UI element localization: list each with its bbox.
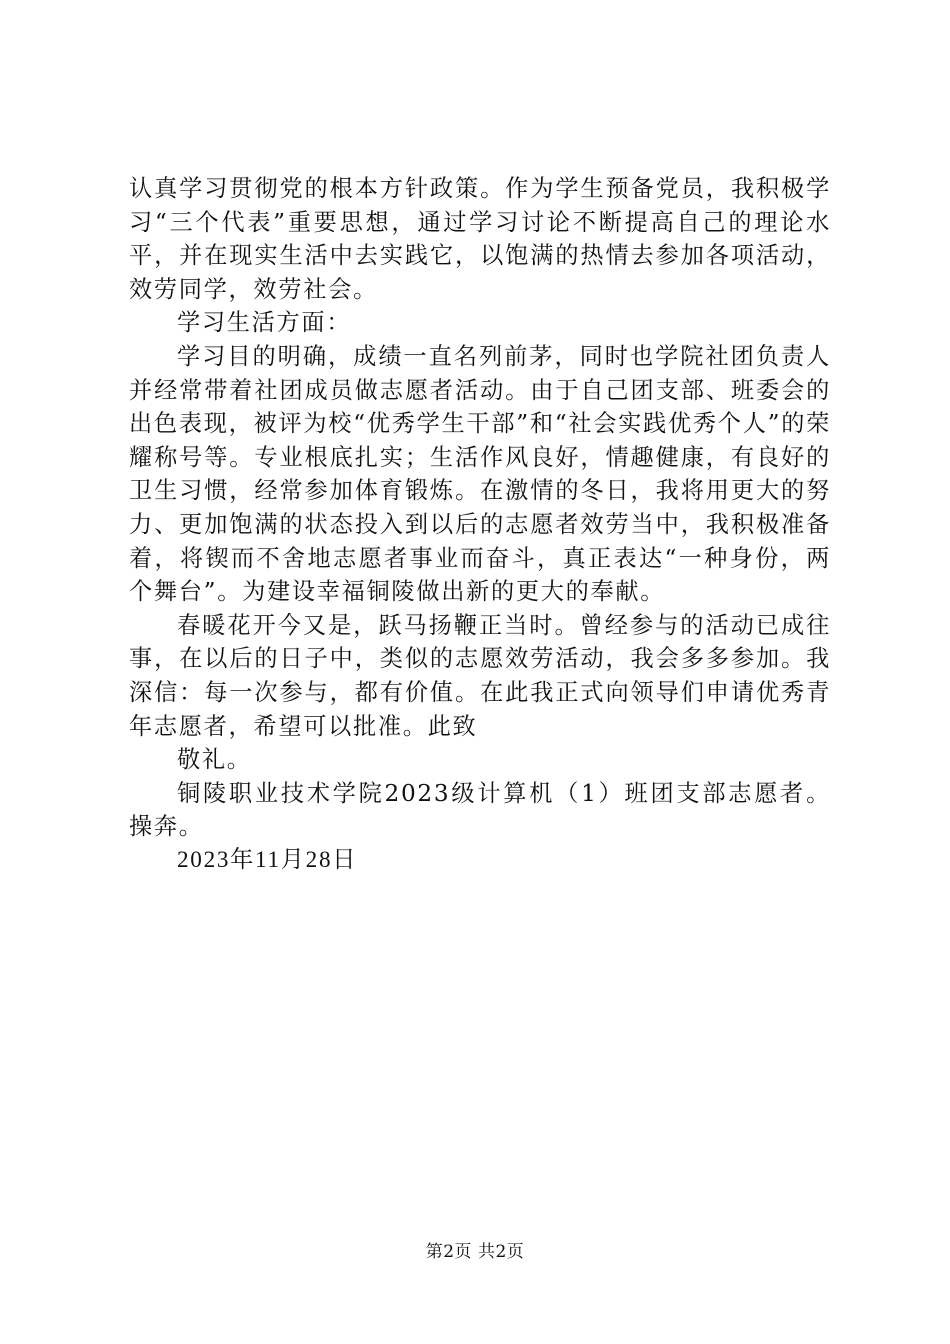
closing-salutation: 敬礼。 — [177, 746, 252, 774]
heading-study-life: 学习生活方面： — [177, 309, 352, 337]
document-body — [129, 172, 831, 877]
date-line: 2023年11月28日 — [177, 846, 358, 873]
signature-line: 铜陵职业技术学院2023级计算机（1）班团支部志愿者。操奔。 — [129, 779, 831, 841]
page-number-footer: 第2页 共2页 — [425, 1242, 525, 1262]
paragraph-party-study: 认真学习贯彻党的根本方针政策。作为学生预备党员，我积极学习“三个代表”重要思想，通过学习讨论不断提高自己的理论水平，并在现实生活中去实践它，以饱满的热情去参加各项活动，效劳同学，效劳社会。 — [129, 175, 831, 303]
paragraph-application: 春暖花开今又是，跃马扬鞭正当时。曾经参与的活动已成往事，在以后的日子中，类似的志愿效劳活动，我会多多参加。我深信：每一次参与，都有价值。在此我正式向领导们申请优秀青年志愿者，希望可以批准。此致 — [129, 611, 831, 740]
paragraph-achievements: 学习目的明确，成绩一直名列前茅，同时也学院社团负责人并经常带着社团成员做志愿者活动。由于自己团支部、班委会的出色表现，被评为校“优秀学生干部”和“社会实践优秀个人”的荣耀称号等。专业根底扎实；生活作风良好，情趣健康，有良好的卫生习惯，经常参加体育锻炼。在激情的冬日，我将用更大的努力、更加饱满的状态投入到以后的志愿者效劳当中，我积极准备着，将锲而不舍地志愿者事业而奋斗，真正表达“一种身份，两个舞台”。为建设幸福铜陵做出新的更大的奉献。 — [129, 342, 831, 606]
